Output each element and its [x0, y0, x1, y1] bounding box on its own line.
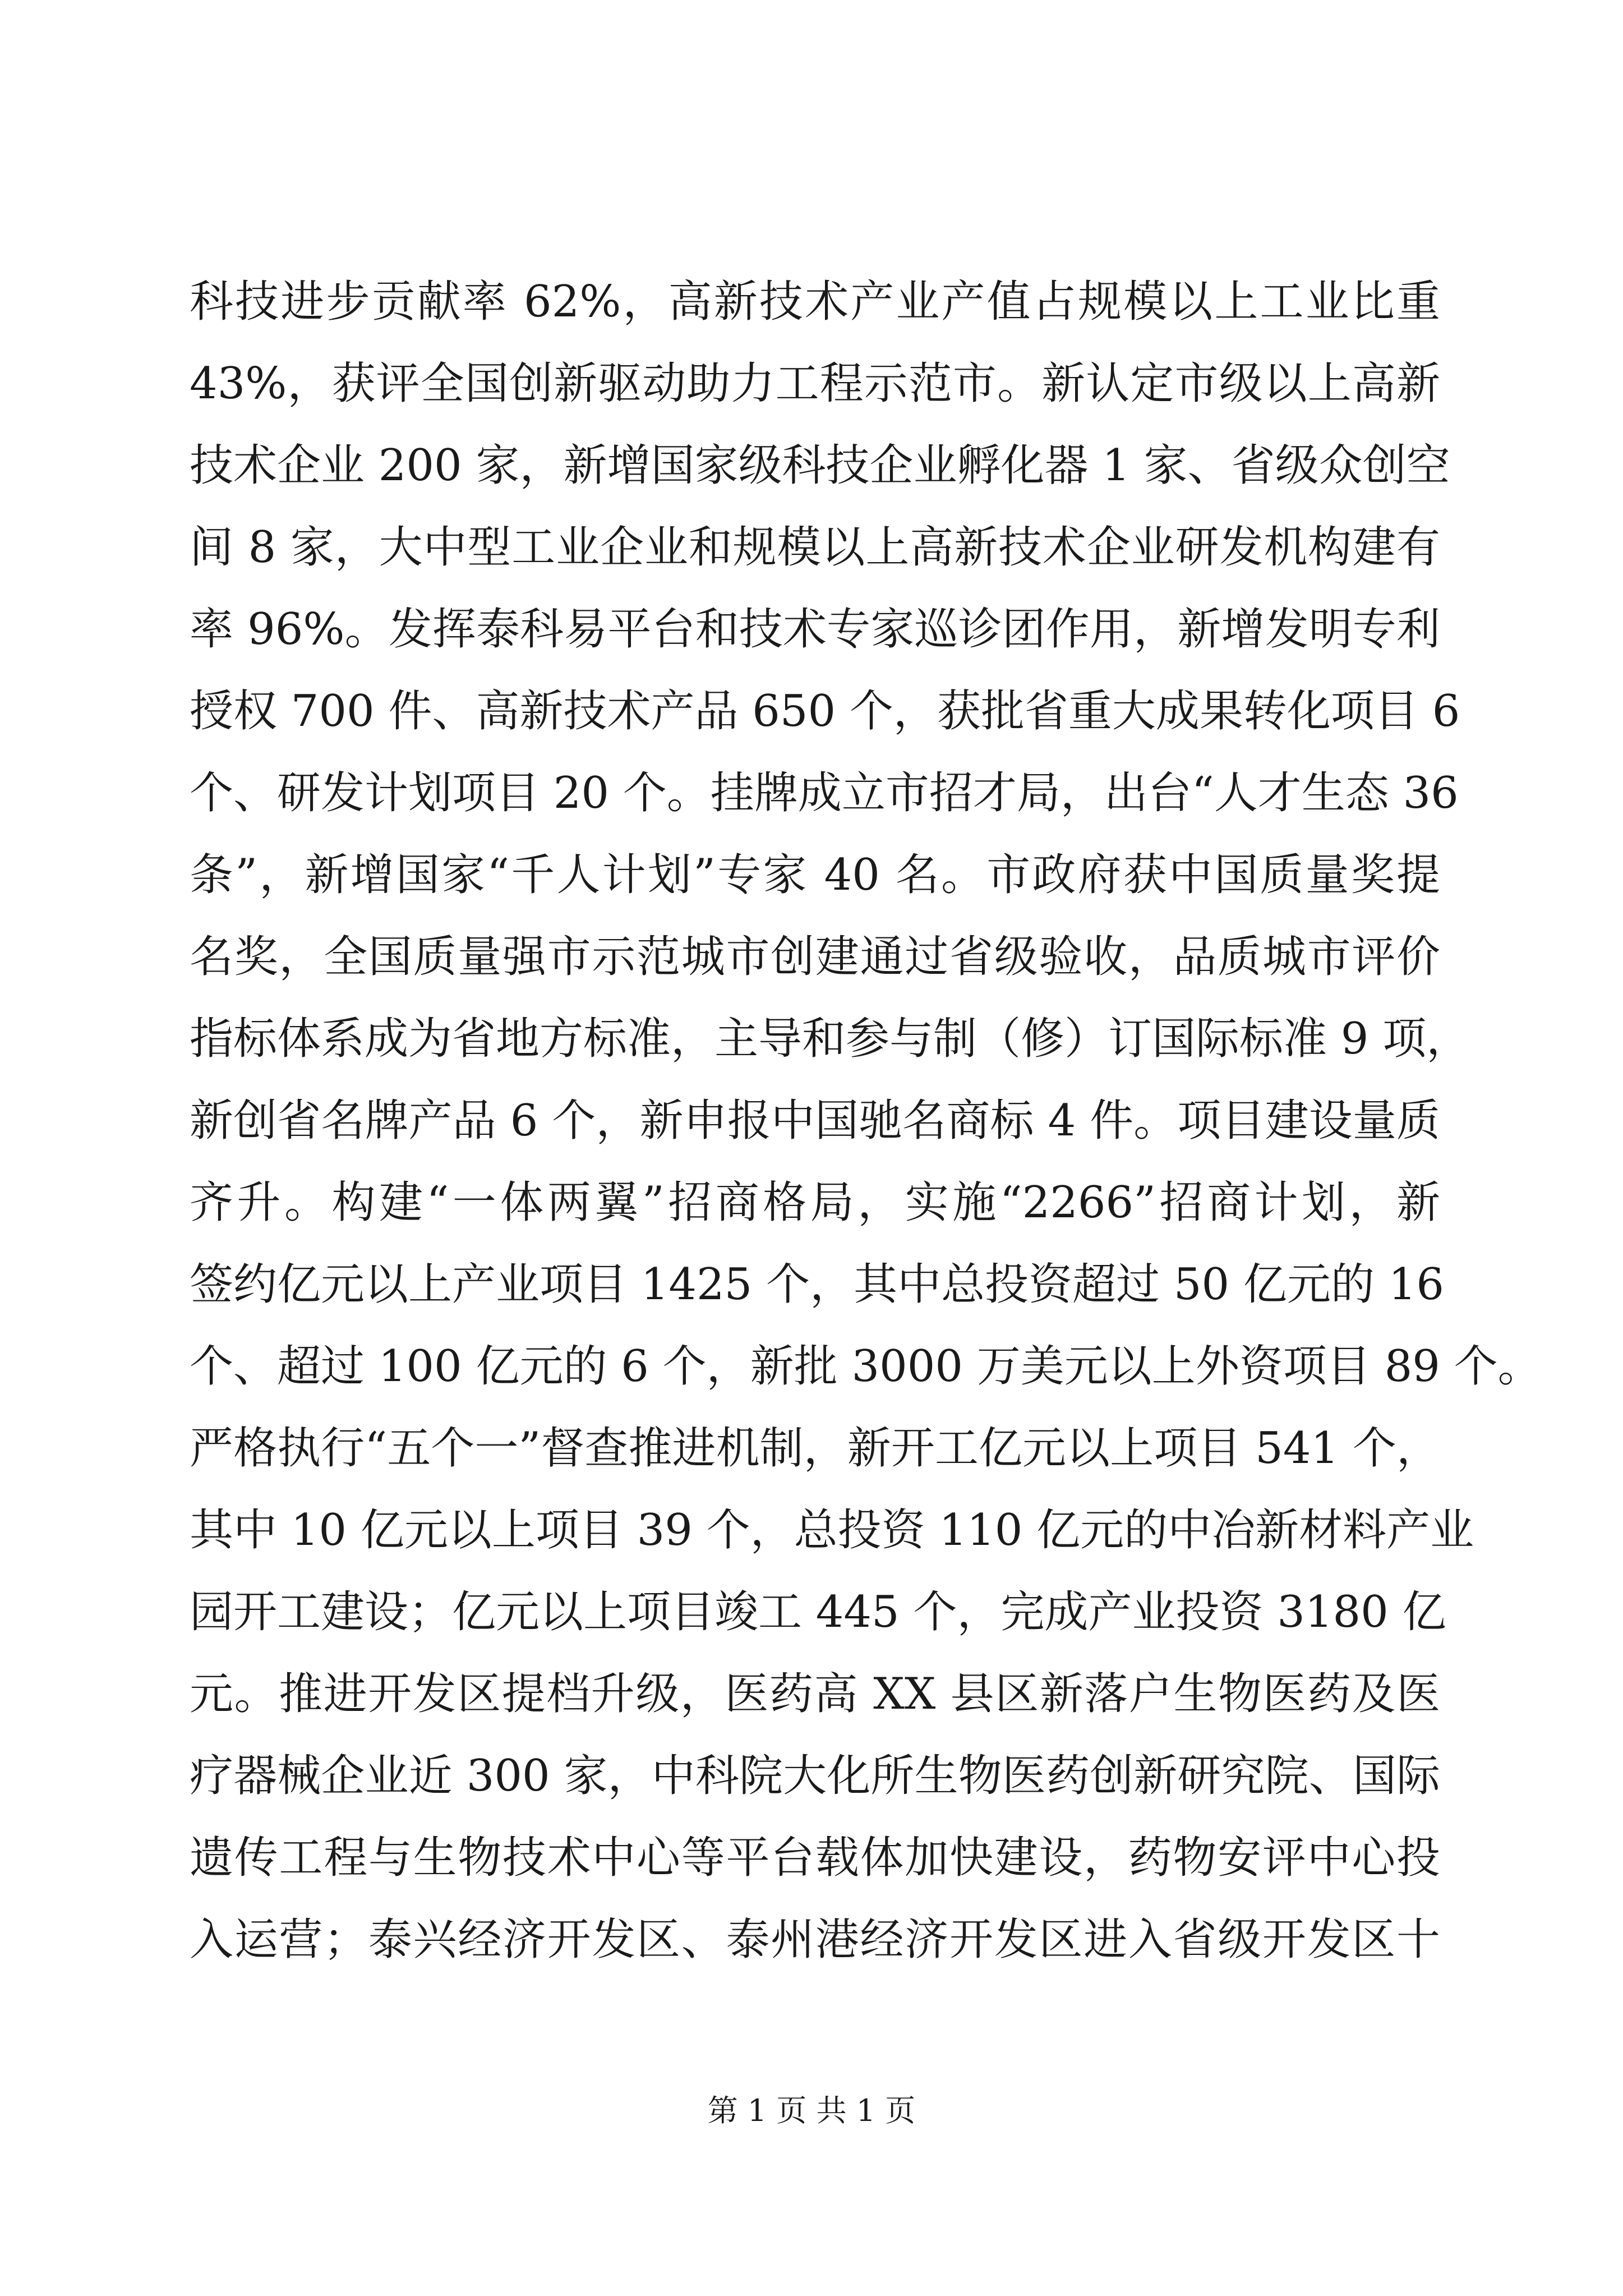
- text-line: 元。推进开发区提档升级，医药高 XX 县区新落户生物医药及医: [190, 1669, 1440, 1719]
- text-line: 签约亿元以上产业项目 1425 个，其中总投资超过 50 亿元的 16: [190, 1259, 1444, 1310]
- text-line: 严格执行“五个一”督查推进机制，新开工亿元以上项目 541 个，: [190, 1423, 1440, 1474]
- text-line: 其中 10 亿元以上项目 39 个，总投资 110 亿元的中冶新材料产业: [190, 1505, 1474, 1556]
- text-line: 科技进步贡献率 62%，高新技术产业产值占规模以上工业比重: [190, 277, 1440, 327]
- page-number-footer: 第 1 页 共 1 页: [707, 2093, 916, 2128]
- text-line: 指标体系成为省地方标准，主导和参与制（修）订国际标准 9 项，: [190, 1014, 1470, 1064]
- text-line: 疗器械企业近 300 家，中科院大化所生物医药创新研究院、国际: [190, 1751, 1440, 1801]
- text-line: 园开工建设；亿元以上项目竣工 445 个，完成产业投资 3180 亿: [190, 1587, 1446, 1637]
- text-line: 遗传工程与生物技术中心等平台载体加快建设，药物安评中心投: [190, 1833, 1440, 1883]
- text-line: 齐升。构建“一体两翼”招商格局，实施“2266”招商计划，新: [190, 1177, 1440, 1228]
- text-line: 技术企业 200 家，新增国家级科技企业孵化器 1 家、省级众创空: [190, 440, 1450, 491]
- text-line: 入运营；泰兴经济开发区、泰州港经济开发区进入省级开发区十: [190, 1915, 1440, 1965]
- text-line: 率 96%。发挥泰科易平台和技术专家巡诊团作用，新增发明专利: [190, 604, 1440, 655]
- text-line: 授权 700 件、高新技术产品 650 个，获批省重大成果转化项目 6: [190, 686, 1460, 737]
- text-line: 新创省名牌产品 6 个，新申报中国驰名商标 4 件。项目建设量质: [190, 1096, 1440, 1146]
- text-line: 43%，获评全国创新驱动助力工程示范市。新认定市级以上高新: [190, 358, 1440, 409]
- text-line: 个、超过 100 亿元的 6 个，新批 3000 万美元以上外资项目 89 个。: [190, 1341, 1542, 1392]
- text-line: 间 8 家，大中型工业企业和规模以上高新技术企业研发机构建有: [190, 522, 1440, 573]
- text-line: 个、研发计划项目 20 个。挂牌成立市招才局，出台“人才生态 36: [190, 768, 1459, 818]
- text-line: 名奖，全国质量强市示范城市创建通过省级验收，品质城市评价: [190, 932, 1440, 982]
- text-line: 条”，新增国家“千人计划”专家 40 名。市政府获中国质量奖提: [190, 850, 1440, 900]
- body-text: [190, 261, 1542, 1981]
